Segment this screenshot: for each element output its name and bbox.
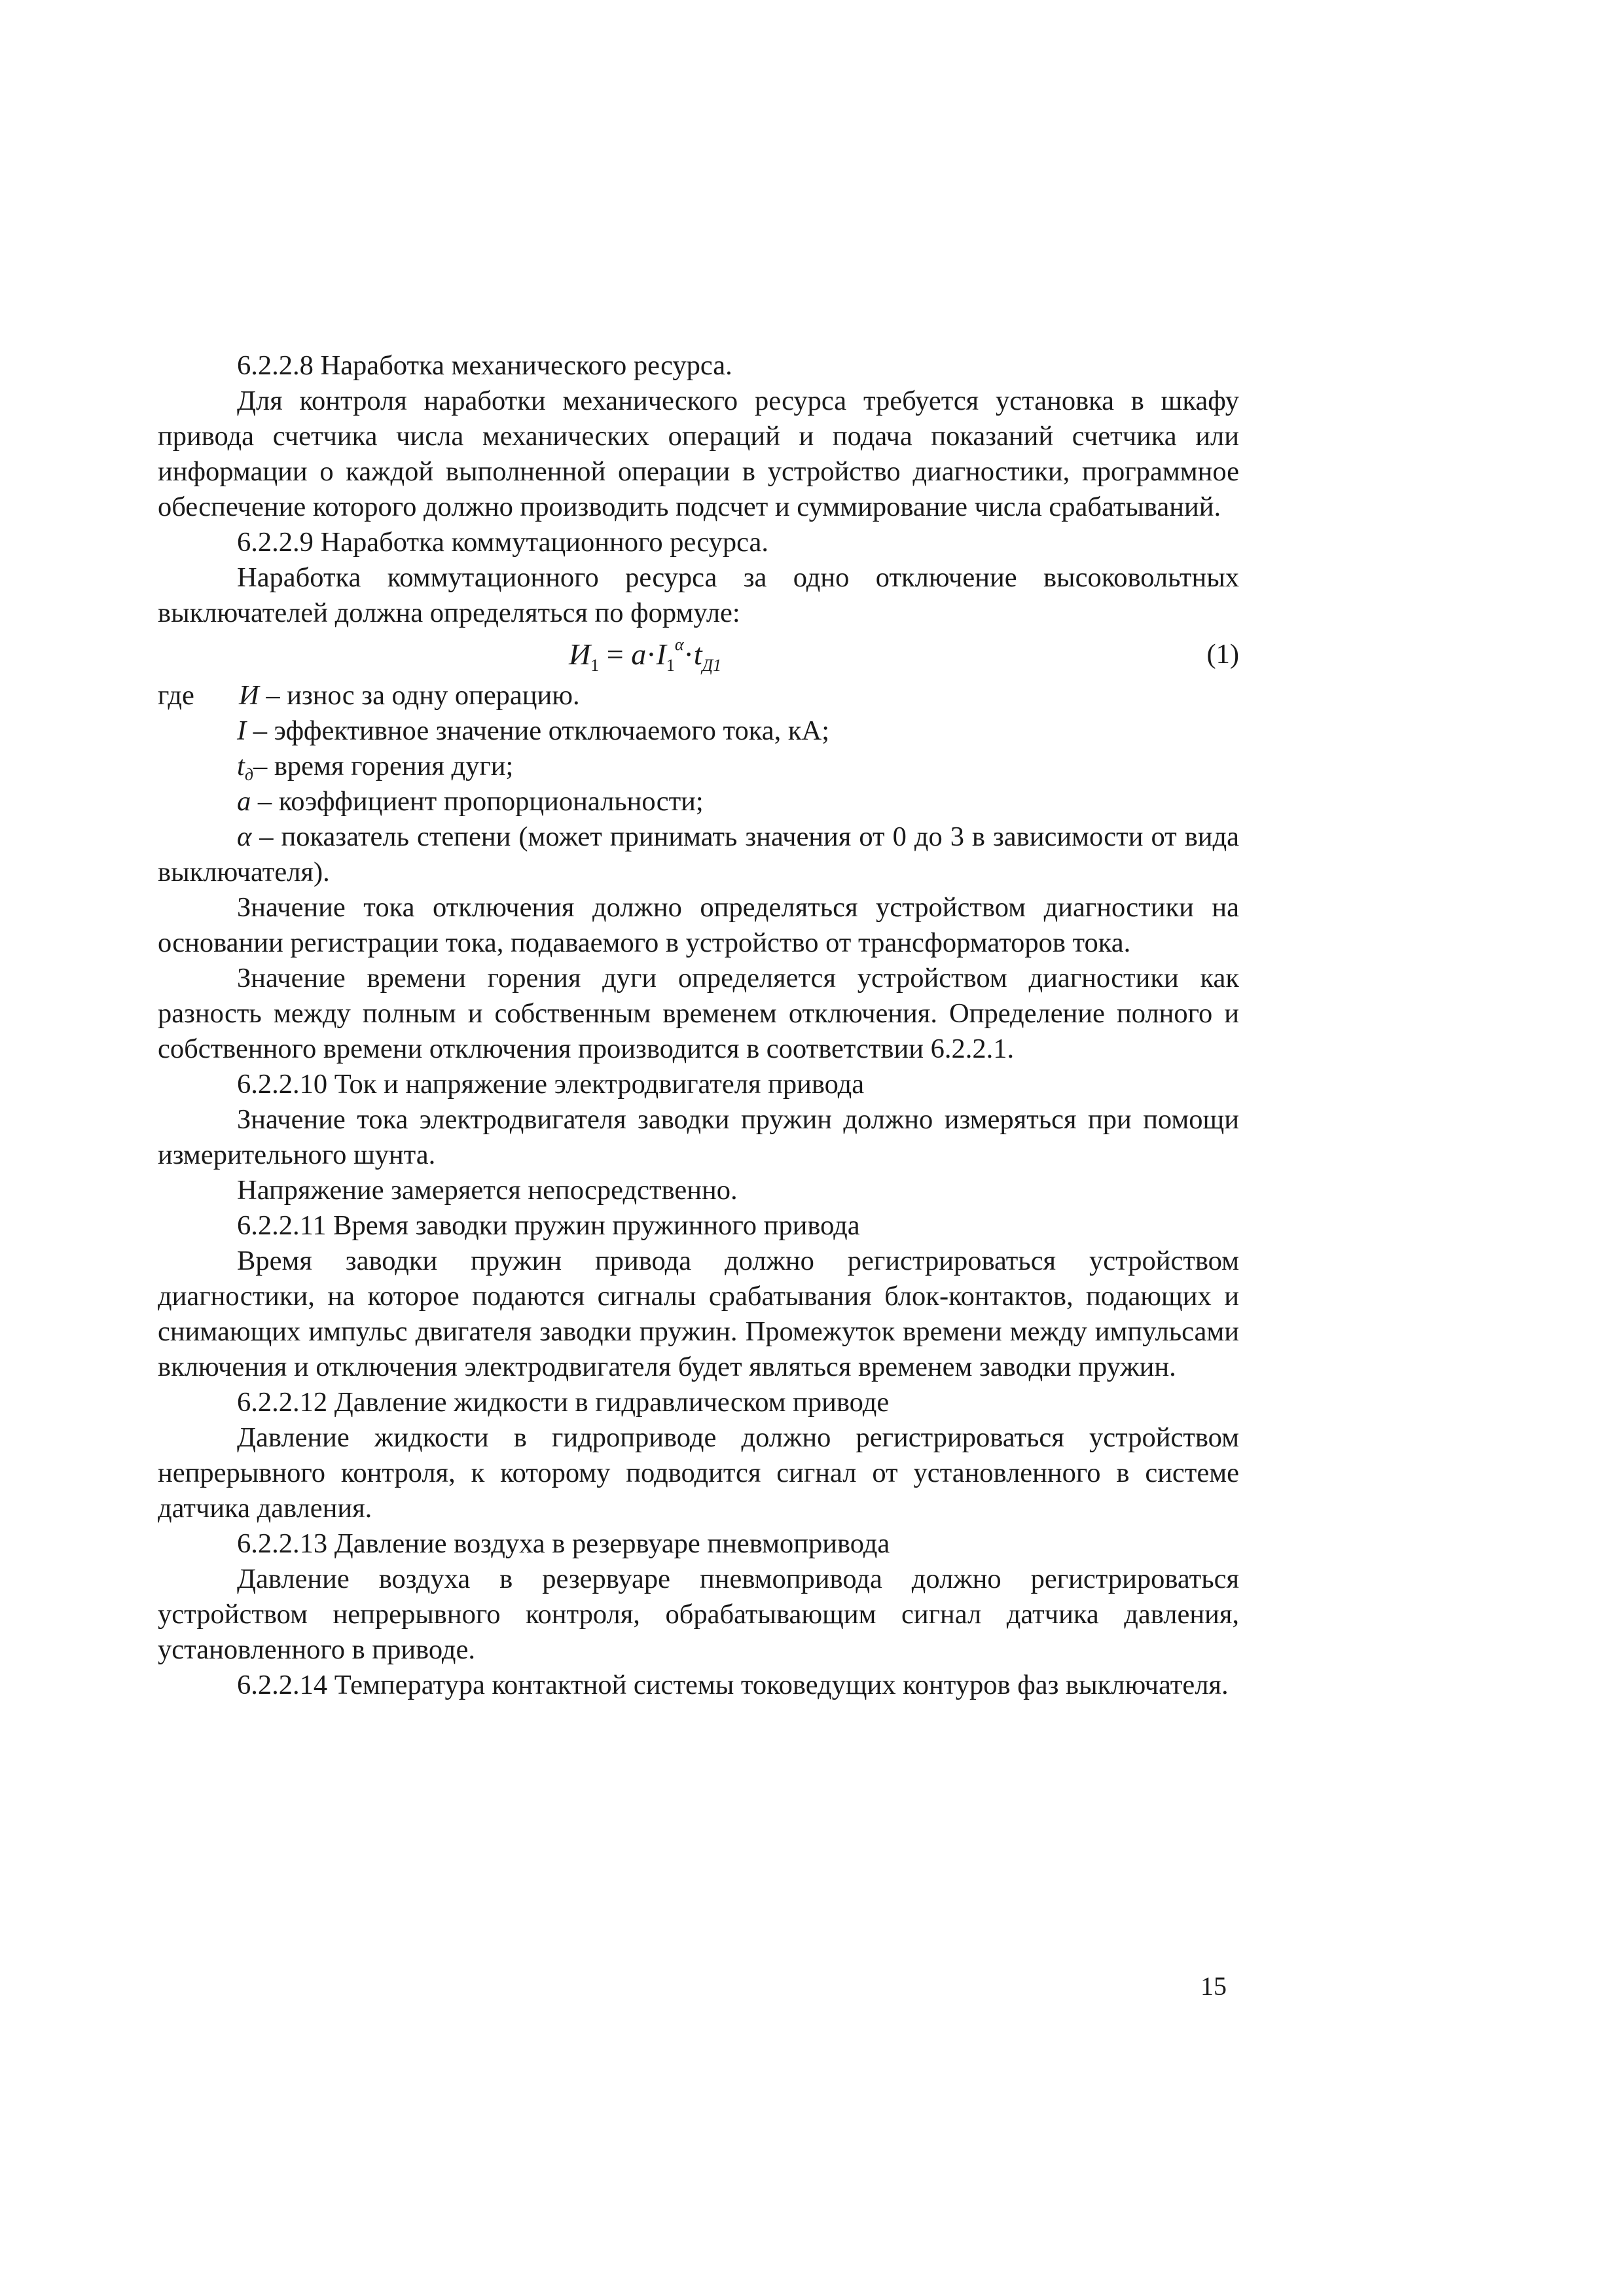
definition-row bbox=[158, 784, 1239, 819]
definition-text: – время горения дуги; bbox=[253, 751, 514, 781]
formula-dot-1: · bbox=[646, 637, 657, 671]
definition-text: – износ за одну операцию. bbox=[259, 680, 580, 711]
page-body bbox=[158, 348, 1239, 1703]
definition-symbol: α bbox=[237, 821, 252, 852]
formula-lhs-subscript: 1 bbox=[590, 656, 600, 675]
where-label: где bbox=[158, 680, 194, 711]
paragraph-motor-voltage: Напряжение замеряется непосредственно. bbox=[237, 1175, 738, 1206]
paragraph-contact-temperature: 6.2.2.14 Температура контактной системы токоведущих контуров фаз выключателя. bbox=[237, 1670, 1229, 1700]
formula-equals: = bbox=[606, 637, 624, 671]
formula-current-subscript: 1 bbox=[666, 656, 675, 675]
definition-wear bbox=[239, 678, 580, 713]
formula-number: (1) bbox=[1206, 639, 1239, 670]
definition-symbol: t bbox=[237, 751, 245, 781]
formula-lhs-symbol: И bbox=[569, 637, 591, 671]
definition-row bbox=[158, 749, 1239, 784]
formula-time-symbol: t bbox=[693, 637, 702, 671]
definition-text: – показатель степени (может принимать значения от 0 до 3 в зависимости от вида выключателя). bbox=[158, 821, 1239, 888]
paragraph-spring-charging: Время заводки пружин привода должно регистрироваться устройством диагностики, на которое подаются сигналы срабатывания блок-контактов, подающих и снимающих импульс двигателя заводки пружин. Промежуток времени между импульсами включения и отключения электродвигателя будет являться временем заводки пружин. bbox=[158, 1246, 1239, 1382]
paragraph-air-pressure: Давление воздуха в резервуаре пневмопривода должно регистрироваться устройством непрерывного контроля, обрабатывающим сигнал датчика давления, установленного в приводе. bbox=[158, 1564, 1239, 1665]
definition-symbol: И bbox=[239, 680, 259, 711]
section-heading-9: 6.2.2.9 Наработка коммутационного ресурса. bbox=[237, 527, 769, 558]
section-heading-11: 6.2.2.11 Время заводки пружин пружинного привода bbox=[237, 1210, 860, 1241]
definition-exponent bbox=[158, 819, 1239, 890]
definition-subscript: д bbox=[244, 765, 253, 784]
section-heading-13: 6.2.2.13 Давление воздуха в резервуаре пневмопривода bbox=[237, 1528, 890, 1559]
paragraph-mechanical-resource: Для контроля наработки механического ресурса требуется установка в шкафу привода счетчика числа механических операций и подача показаний счетчика или информации о каждой выполненной операции в устройство диагностики, программное обеспечение которого должно производить подсчет и суммирование числа срабатываний. bbox=[158, 386, 1239, 522]
section-heading-10: 6.2.2.10 Ток и напряжение электродвигателя привода bbox=[237, 1069, 865, 1100]
definition-text: – коэффициент пропорциональности; bbox=[251, 786, 704, 817]
definition-row bbox=[158, 713, 1239, 749]
formula-time-subscript: Д1 bbox=[702, 656, 722, 675]
definition-text: – эффективное значение отключаемого тока, кА; bbox=[246, 715, 829, 746]
paragraph-switching-resource: Наработка коммутационного ресурса за одно отключение высоковольтных выключателей должна определяться по формуле: bbox=[158, 562, 1239, 628]
section-heading-12: 6.2.2.12 Давление жидкости в гидравлическом приводе bbox=[237, 1387, 890, 1418]
paragraph-hydraulic-pressure: Давление жидкости в гидроприводе должно регистрироваться устройством непрерывного контроля, к которому подводится сигнал от установленного в системе датчика давления. bbox=[158, 1422, 1239, 1524]
definition-row bbox=[158, 678, 1239, 713]
definition-current bbox=[237, 713, 829, 749]
paragraph-motor-current: Значение тока электродвигателя заводки пружин должно измеряться при помощи измерительного шунта. bbox=[158, 1104, 1239, 1170]
paragraph-arc-time: Значение времени горения дуги определяется устройством диагностики как разность между полным и собственным временем отключения. Определение полного и собственного времени отключения производится в соответствии 6.2.2.1. bbox=[158, 963, 1239, 1064]
formula-current-symbol: I bbox=[656, 637, 666, 671]
wear-formula bbox=[569, 631, 721, 678]
definition-coefficient bbox=[237, 784, 704, 819]
paragraph-breaking-current: Значение тока отключения должно определяться устройством диагностики на основании регистрации тока, подаваемого в устройство от трансформаторов тока. bbox=[158, 892, 1239, 958]
page-number: 15 bbox=[1200, 1971, 1227, 2001]
formula-coefficient: a bbox=[631, 637, 647, 671]
definition-symbol: I bbox=[237, 715, 247, 746]
formula-dot-2: · bbox=[683, 637, 694, 671]
section-heading-8: 6.2.2.8 Наработка механического ресурса. bbox=[237, 350, 732, 381]
formula-current-exponent: α bbox=[674, 635, 684, 654]
definition-symbol: a bbox=[237, 786, 251, 817]
formula-row bbox=[158, 631, 1239, 678]
